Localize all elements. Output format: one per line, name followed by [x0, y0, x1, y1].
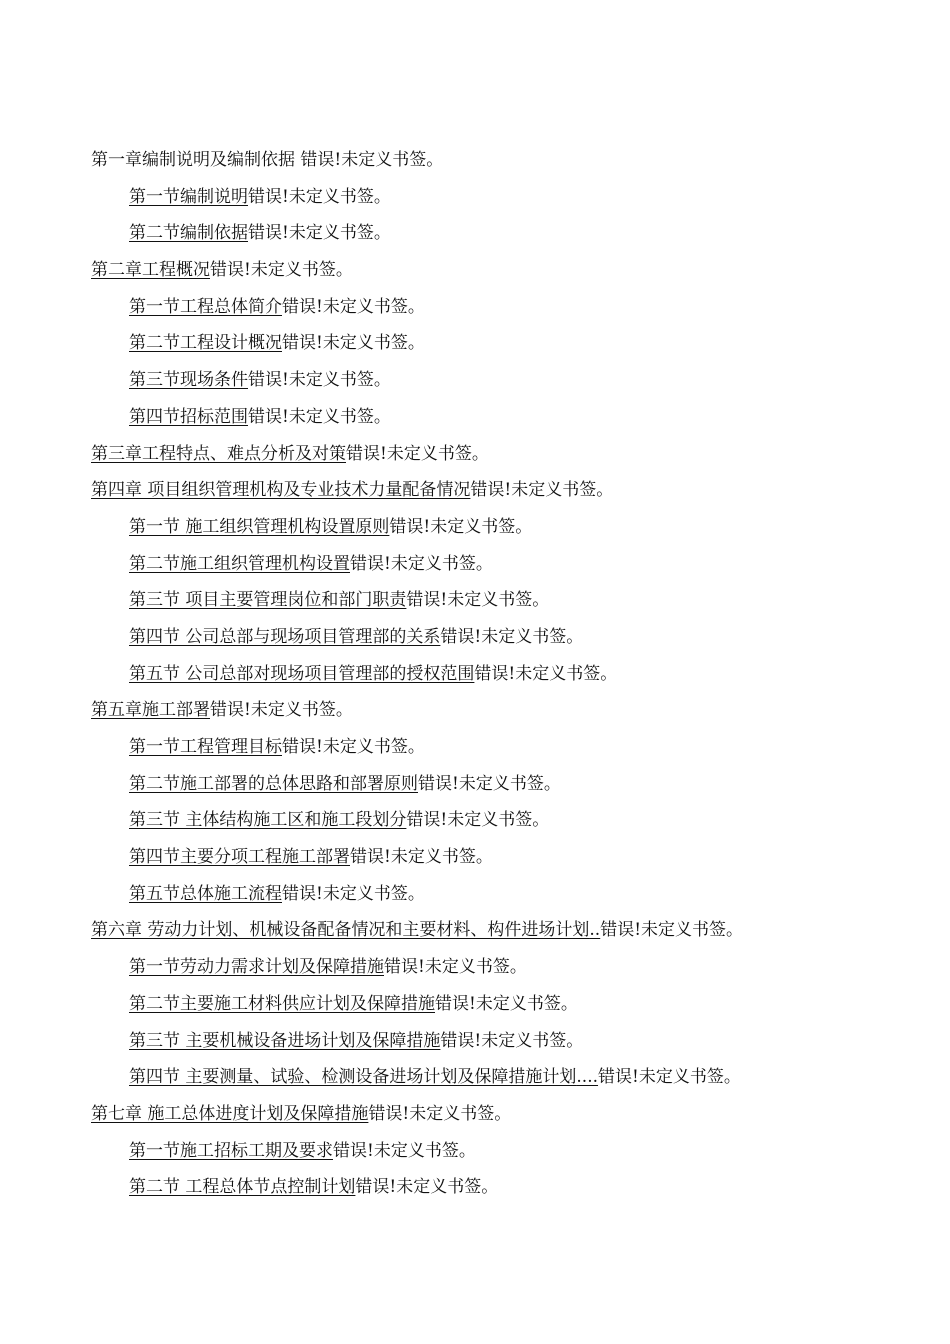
toc-section-entry[interactable] [0, 953, 950, 990]
toc-entry-title[interactable]: 第一节工程管理目标 [129, 737, 282, 757]
toc-entry-title[interactable]: 第三节现场条件 [129, 370, 248, 391]
toc-entry-title[interactable]: 第一节编制说明 [129, 186, 248, 207]
toc-entry-title[interactable]: 第一节工程总体简介 [129, 296, 282, 317]
toc-entry-error-text: 错误!未定义书签。 [474, 663, 618, 684]
toc-section-entry[interactable] [0, 1027, 950, 1064]
toc-entry-error-text: 错误!未定义书签。 [282, 883, 425, 904]
toc-entry-error-text: 错误!未定义书签。 [418, 773, 561, 794]
toc-entry-title[interactable]: 第二节主要施工材料供应计划及保障措施 [129, 993, 435, 1014]
toc-chapter-entry[interactable] [0, 476, 950, 513]
toc-section-entry[interactable] [0, 806, 950, 843]
toc-section-entry[interactable] [0, 990, 950, 1027]
toc-entry-error-text: 错误!未定义书签。 [598, 1067, 741, 1088]
toc-chapter-entry[interactable] [0, 146, 950, 183]
toc-entry-leader: .. [589, 920, 601, 941]
toc-entry-title[interactable]: 第五节 公司总部对现场项目管理部的授权范围 [129, 663, 475, 684]
toc-entry-title[interactable]: 第一节 施工组织管理机构设置原则 [129, 516, 390, 537]
toc-entry-error-text: 错误!未定义书签。 [350, 553, 493, 574]
toc-entry-error-text: 错误!未定义书签。 [282, 333, 425, 354]
toc-entry-title[interactable]: 第四节 主要测量、试验、检测设备进场计划及保障措施计划 [129, 1067, 577, 1088]
toc-entry-title[interactable]: 第六章 劳动力计划、机械设备配备情况和主要材料、构件进场计划 [91, 920, 590, 941]
toc-entry-error-text: 错误!未定义书签。 [210, 260, 353, 281]
toc-entry-error-text: 错误!未定义书签。 [282, 737, 425, 757]
toc-entry-error-text: 错误!未定义书签。 [389, 516, 533, 537]
toc-entry-error-text: 错误!未定义书签。 [248, 406, 391, 427]
toc-section-entry[interactable] [0, 183, 950, 220]
toc-section-entry[interactable] [0, 843, 950, 880]
toc-entry-title[interactable]: 第七章 施工总体进度计划及保障措施 [91, 1103, 369, 1124]
toc-entry-error-text: 错误!未定义书签。 [435, 993, 578, 1014]
toc-section-entry[interactable] [0, 660, 950, 697]
toc-section-entry[interactable] [0, 770, 950, 807]
toc-chapter-entry[interactable] [0, 696, 950, 733]
toc-entry-error-text: 错误!未定义书签。 [210, 700, 353, 721]
toc-section-entry[interactable] [0, 880, 950, 917]
toc-entry-error-text: 错误!未定义书签。 [440, 626, 584, 647]
toc-entry-error-text: 错误!未定义书签。 [368, 1103, 512, 1124]
toc-entry-error-text: 错误!未定义书签。 [248, 186, 391, 207]
toc-entry-title[interactable]: 第四节招标范围 [129, 406, 248, 427]
toc-entry-title[interactable]: 第五节总体施工流程 [129, 883, 282, 904]
toc-entry-error-text: 错误!未定义书签。 [282, 296, 425, 317]
toc-chapter-entry[interactable] [0, 1100, 950, 1137]
toc-entry-title[interactable]: 第三节 项目主要管理岗位和部门职责 [129, 590, 407, 611]
toc-entry-error-text: 错误!未定义书签。 [300, 150, 444, 170]
toc-entry-title[interactable]: 第二节工程设计概况 [129, 333, 282, 354]
toc-entry-leader: .... [576, 1067, 599, 1088]
toc-section-entry[interactable] [0, 623, 950, 660]
toc-entry-error-text: 错误!未定义书签。 [248, 370, 391, 391]
toc-entry-title[interactable]: 第三节 主要机械设备进场计划及保障措施 [129, 1030, 441, 1051]
toc-entry-title[interactable]: 第二章工程概况 [91, 260, 210, 281]
toc-entry-title[interactable]: 第二节施工组织管理机构设置 [129, 553, 350, 574]
toc-entry-title[interactable]: 第一节施工招标工期及要求 [129, 1140, 333, 1161]
toc-section-entry[interactable] [0, 733, 950, 770]
toc-entry-error-text: 错误!未定义书签。 [384, 957, 527, 978]
toc-chapter-entry[interactable] [0, 256, 950, 293]
toc-chapter-entry[interactable] [0, 440, 950, 477]
toc-entry-error-text: 错误!未定义书签。 [333, 1140, 476, 1161]
toc-section-entry[interactable] [0, 219, 950, 256]
toc-entry-title[interactable]: 第四节主要分项工程施工部署 [129, 847, 350, 868]
toc-section-entry[interactable] [0, 329, 950, 366]
toc-entry-title[interactable]: 第三章工程特点、难点分析及对策 [91, 443, 346, 464]
toc-section-entry[interactable] [0, 403, 950, 440]
toc-entry-title[interactable]: 第四节 公司总部与现场项目管理部的关系 [129, 626, 441, 647]
toc-entry-error-text: 错误!未定义书签。 [355, 1177, 499, 1198]
toc-entry-error-text: 错误!未定义书签。 [350, 847, 493, 868]
toc-entry-title[interactable]: 第一节劳动力需求计划及保障措施 [129, 957, 384, 978]
toc-section-entry[interactable] [0, 550, 950, 587]
toc-section-entry[interactable] [0, 586, 950, 623]
toc-entry-title[interactable]: 第二节 工程总体节点控制计划 [129, 1177, 356, 1198]
table-of-contents [0, 146, 950, 1210]
toc-section-entry[interactable] [0, 1173, 950, 1210]
toc-entry-error-text: 错误!未定义书签。 [440, 1030, 584, 1051]
toc-entry-title[interactable]: 第五章施工部署 [91, 700, 210, 721]
toc-chapter-entry[interactable] [0, 916, 950, 953]
toc-entry-error-text: 错误!未定义书签。 [470, 480, 614, 501]
toc-entry-error-text: 错误!未定义书签。 [406, 810, 550, 831]
toc-section-entry[interactable] [0, 1137, 950, 1174]
toc-entry-title[interactable]: 第二节施工部署的总体思路和部署原则 [129, 773, 418, 794]
toc-entry-error-text: 错误!未定义书签。 [346, 443, 489, 464]
toc-entry-title[interactable]: 第三节 主体结构施工区和施工段划分 [129, 810, 407, 831]
toc-section-entry[interactable] [0, 1063, 950, 1100]
toc-section-entry[interactable] [0, 293, 950, 330]
toc-entry-error-text: 错误!未定义书签。 [600, 920, 744, 941]
toc-entry-title[interactable]: 第一章编制说明及编制依据 [91, 150, 301, 170]
toc-section-entry[interactable] [0, 513, 950, 550]
toc-entry-title[interactable]: 第四章 项目组织管理机构及专业技术力量配备情况 [91, 480, 471, 501]
toc-entry-title[interactable]: 第二节编制依据 [129, 223, 248, 244]
toc-entry-error-text: 错误!未定义书签。 [406, 590, 550, 611]
toc-entry-error-text: 错误!未定义书签。 [248, 223, 391, 244]
toc-section-entry[interactable] [0, 366, 950, 403]
